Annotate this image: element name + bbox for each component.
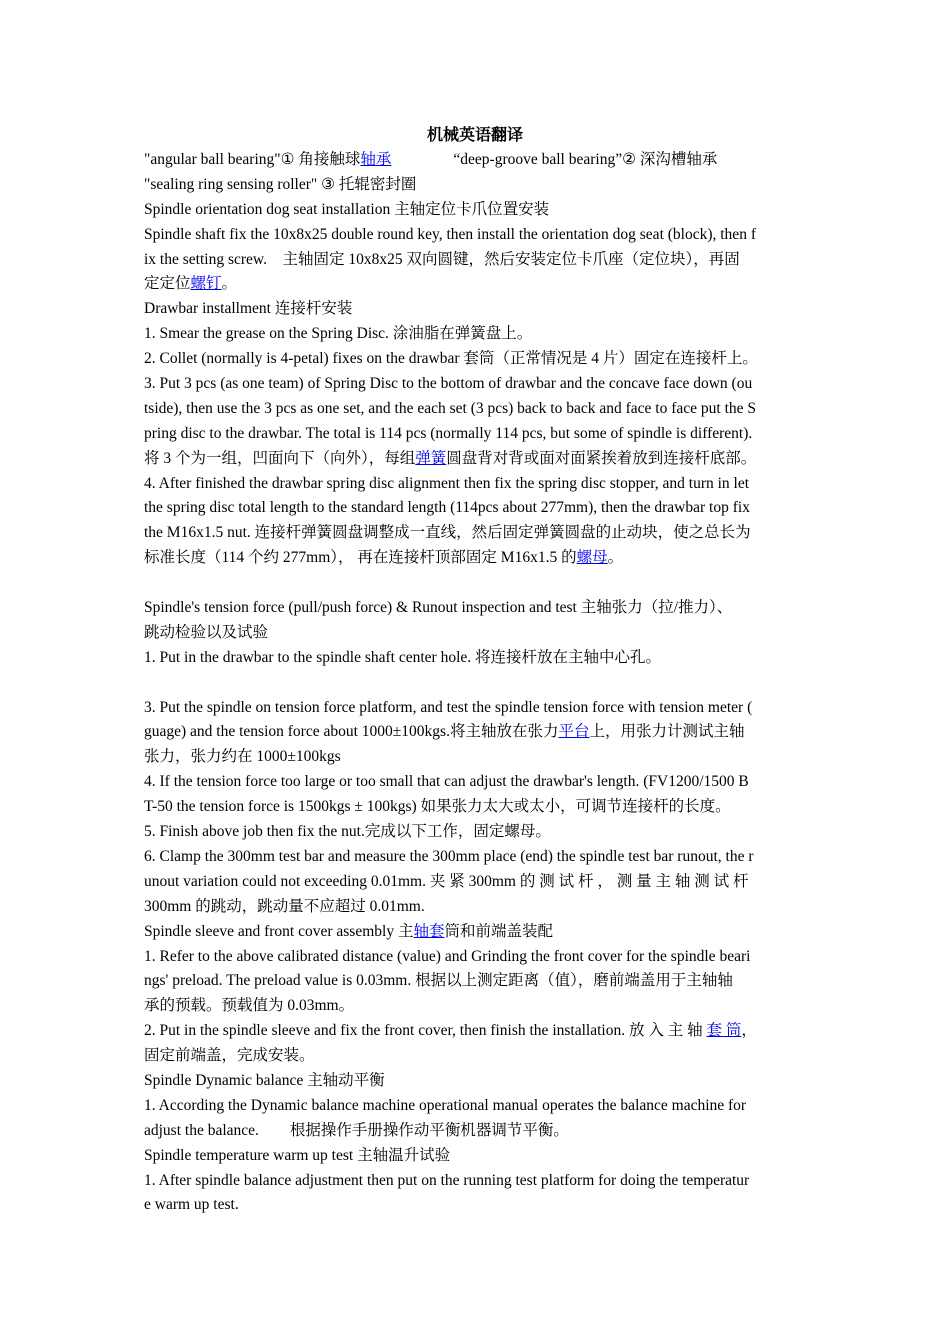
- paragraph-line: 承的预载。预载值为 0.03mm。: [144, 997, 355, 1015]
- paragraph-line: 2. Collet (normally is 4-petal) fixes on the drawbar 套筒（正常情况是 4 片）固定在连接杆上。: [144, 350, 758, 368]
- term-line-1: [144, 148, 806, 173]
- document-title: 机械英语翻译: [426, 127, 523, 144]
- paragraph-line: 1. Refer to the above calibrated distance (value) and Grinding the front cover for the spindle beari: [144, 947, 751, 965]
- text-run: 2. Put in the spindle sleeve and fix the front cover, then finish the installation. 放 入 主 轴: [144, 1022, 707, 1040]
- paragraph-line: 3. Put the spindle on tension force platform, and test the spindle tension force with tension meter (: [144, 698, 753, 716]
- paragraph-line: 张力，张力约在 1000±100kgs: [144, 748, 341, 766]
- paragraph-line: 1. According the Dynamic balance machine operational manual operates the balance machine for: [144, 1096, 747, 1114]
- text-run: 上，用张力计测试主轴: [589, 723, 745, 741]
- paragraph-line: 固定前端盖，完成安装。: [144, 1047, 315, 1065]
- link-spring[interactable]: 弹簧: [415, 449, 447, 467]
- section-heading-orientation: Spindle orientation dog seat installation 主轴定位卡爪位置安装: [144, 200, 550, 218]
- link-bearing[interactable]: 轴承: [360, 151, 392, 168]
- text-run: 标准长度（114 个约 277mm）， 再在连接杆顶部固定 M16x1.5 的: [144, 549, 577, 567]
- text-run: 筒和前端盖装配: [444, 922, 553, 940]
- paragraph-line: e warm up test.: [144, 1196, 239, 1214]
- paragraph-line: 4. After finished the drawbar spring disc alignment then fix the spring disc stopper, and turn in let: [144, 474, 750, 492]
- paragraph-line: unout variation could not exceeding 0.01mm. 夹 紧 300mm 的 测 试 杆 ， 测 量 主 轴 测 试 杆: [144, 872, 749, 890]
- paragraph-line: [144, 546, 806, 571]
- paragraph-line: 3. Put 3 pcs (as one team) of Spring Disc to the bottom of drawbar and the concave face down (ou: [144, 375, 753, 393]
- paragraph-line: 4. If the tension force too large or too small that can adjust the drawbar's length. (FV1200/1500 B: [144, 773, 749, 791]
- blank-line: [144, 571, 806, 596]
- section-heading-balance: Spindle Dynamic balance 主轴动平衡: [144, 1071, 385, 1089]
- text-run: 定定位: [144, 275, 191, 293]
- paragraph-line: [144, 272, 806, 297]
- link-sleeve[interactable]: 套 筒: [706, 1022, 742, 1040]
- link-screw[interactable]: 螺钉: [190, 275, 222, 293]
- text-run: 将 3 个为一组，凹面向下（向外），每组: [144, 449, 416, 467]
- paragraph-line: [144, 447, 806, 472]
- paragraph-line: ngs' preload. The preload value is 0.03mm. 根据以上测定距离（值），磨前端盖用于主轴轴: [144, 972, 733, 990]
- term-sealing-ring: "sealing ring sensing roller" ③ 托辊密封圈: [144, 175, 417, 193]
- term-deep-groove-ball-bearing: “deep-groove ball bearing”② 深沟槽轴承: [453, 151, 718, 168]
- text-run: guage) and the tension force about 1000±100kgs.将主轴放在张力: [144, 723, 559, 741]
- paragraph-line: 300mm 的跳动，跳动量不应超过 0.01mm.: [144, 897, 425, 915]
- paragraph-line: ix the setting screw. 主轴固定 10x8x25 双向圆键，然后安装定位卡爪座（定位块），再固: [144, 250, 740, 268]
- paragraph-line: [144, 1019, 806, 1044]
- paragraph-line: 5. Finish above job then fix the nut.完成以下工作，固定螺母。: [144, 823, 551, 841]
- paragraph-line: 6. Clamp the 300mm test bar and measure the 300mm place (end) the spindle test bar runout, the r: [144, 847, 754, 865]
- link-platform[interactable]: 平台: [558, 723, 590, 741]
- text-run: 圆盘背对背或面对面紧挨着放到连接杆底部。: [446, 449, 757, 467]
- section-heading-temperature: Spindle temperature warm up test 主轴温升试验: [144, 1146, 451, 1164]
- text-run: Spindle sleeve and front cover assembly 主: [144, 922, 414, 940]
- paragraph-line: T-50 the tension force is 1500kgs ± 100kgs) 如果张力太大或太小，可调节连接杆的长度。: [144, 798, 731, 816]
- document-page: [144, 124, 806, 1218]
- section-heading-drawbar: Drawbar installment 连接杆安装: [144, 300, 353, 318]
- paragraph-line: adjust the balance. 根据操作手册操作动平衡机器调节平衡。: [144, 1121, 569, 1139]
- link-nut[interactable]: 螺母: [576, 549, 608, 567]
- paragraph-line: Spindle shaft fix the 10x8x25 double round key, then install the orientation dog seat (block), then f: [144, 225, 756, 243]
- section-heading-tension-cont: 跳动检验以及试验: [144, 623, 269, 641]
- paragraph-line: 1. Smear the grease on the Spring Disc. 涂油脂在弹簧盘上。: [144, 325, 533, 343]
- paragraph-line: the spring disc total length to the standard length (114pcs about 277mm), then the drawbar top fix: [144, 499, 750, 517]
- blank-line: [144, 671, 806, 696]
- text-run: 。: [607, 549, 624, 567]
- section-heading-tension: Spindle's tension force (pull/push force) & Runout inspection and test 主轴张力（拉/推力）、: [144, 599, 733, 617]
- link-shaft-sleeve[interactable]: 轴套: [413, 922, 445, 940]
- paragraph-line: 1. After spindle balance adjustment then put on the running test platform for doing the temperatur: [144, 1171, 750, 1189]
- paragraph-line: [144, 720, 806, 745]
- paragraph-line: the M16x1.5 nut. 连接杆弹簧圆盘调整成一直线，然后固定弹簧圆盘的止动块，使之总长为: [144, 524, 751, 542]
- section-heading-sleeve: [144, 920, 806, 945]
- term-angular-ball-bearing: "angular ball bearing"① 角接触球: [144, 151, 361, 168]
- paragraph-line: 1. Put in the drawbar to the spindle shaft center hole. 将连接杆放在主轴中心孔。: [144, 648, 662, 666]
- text-run: ，: [741, 1022, 757, 1040]
- text-run: 。: [221, 275, 238, 293]
- paragraph-line: tside), then use the 3 pcs as one set, and the each set (3 pcs) back to back and face to face put the S: [144, 399, 757, 417]
- paragraph-line: pring disc to the drawbar. The total is 114 pcs (normally 114 pcs, but some of spindle is different).: [144, 424, 753, 442]
